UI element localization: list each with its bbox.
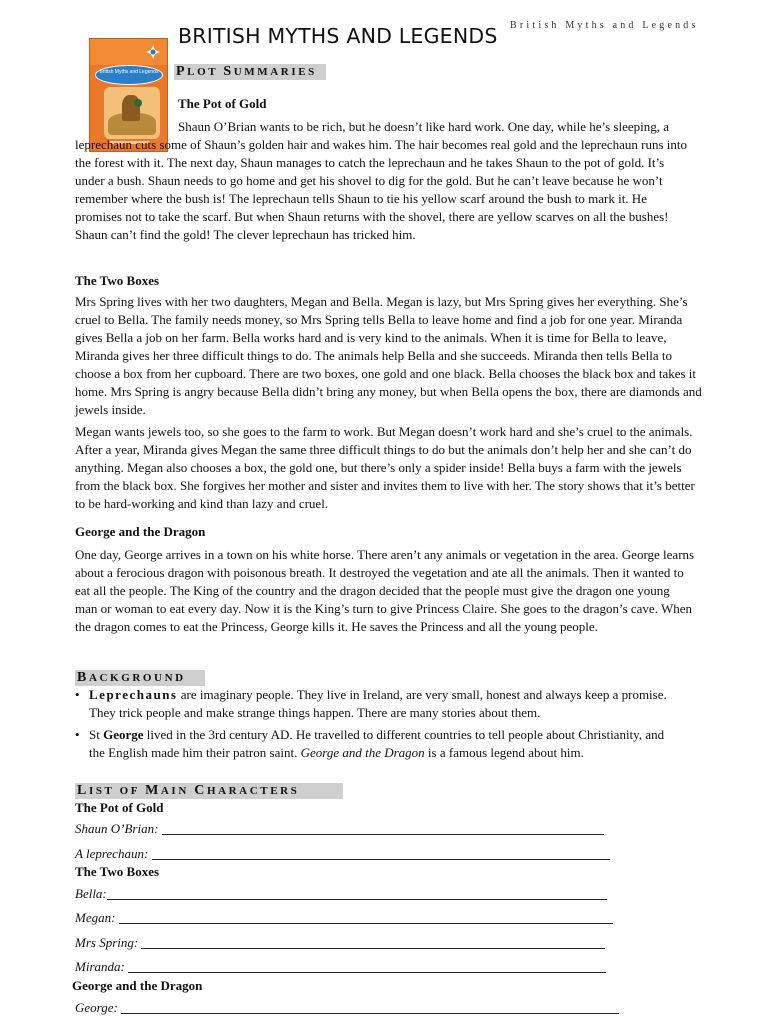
story-title-pot-of-gold: The Pot of Gold: [178, 96, 267, 111]
story-title-two-boxes: The Two Boxes: [75, 273, 160, 288]
publisher-logo-icon: [146, 45, 160, 59]
story-summary-two-boxes: Mrs Spring lives with her two daughters, Megan and Bella. Megan is lazy, but Mrs Spring gives her everything. She’s cruel to Bella. The family needs money, so Mrs Spring tells Bella to leave home and find a job for one year. Miranda gives Bella a job on her farm. Bella works hard and is very kind to the animals. When it is time for Bella to leave, Miranda gives her three difficult things to do. The animals help Bella and she succeeds. Miranda then tells Bella to choose a box from her cupboard. There are two boxes, one gold and one black. Bella chooses the black box and takes it home. Mrs Spring is angry because Bella didn’t bring any money, but when Bella opens the box, there are diamonds and jewels inside. Megan wants jewels too, so she goes to the farm to work. But Megan doesn’t work hard and she’s cruel to the animals. After a year, Miranda gives Megan the same three difficult things to do but the animals don’t help her and she can’t do anything. Megan also chooses a box, the gold one, but there’s only a spider inside! Bella buys a farm with the jewels from the black box. She forgives her mother and sister and invites them to live with her. The story shows that it’s better to be hard-working and kind than lazy and cruel.: [75, 294, 702, 511]
cover-title-text: British Myths and Legends: [99, 69, 159, 75]
characters-group-title-two-boxes: The Two Boxes: [75, 864, 160, 879]
section-heading-plot-summaries: PLOT SUMMARIES: [174, 64, 326, 80]
answer-field[interactable]: [128, 971, 606, 973]
story-title-george-dragon: George and the Dragon: [75, 524, 206, 539]
answer-field[interactable]: [119, 922, 613, 924]
character-answer-line: A leprechaun:: [75, 846, 610, 862]
answer-field[interactable]: [121, 1012, 619, 1014]
character-answer-line: Bella:: [75, 886, 607, 902]
characters-group-title-pot-of-gold: The Pot of Gold: [75, 800, 164, 815]
character-answer-line: George:: [75, 1000, 619, 1016]
character-answer-line: Mrs Spring:: [75, 935, 605, 951]
answer-field[interactable]: [141, 947, 605, 949]
story-summary-pot-of-gold: Shaun O’Brian wants to be rich, but he doesn’t like hard work. One day, while he’s sleeping, a leprechaun cuts some of Shaun’s golden hair and wakes him. The hair becomes real gold and the leprechaun runs into the forest with it. The next day, Shaun manages to catch the leprechaun and he takes Shaun to the pot of gold. It’s under a bush. Shaun needs to go home and get his shovel to dig for the gold. But he can’t leave because he won’t remember where the bush is! The leprechaun tells Shaun to tie his yellow scarf around the bush to mark it. He promises not to take the scarf. But when Shaun returns with the shovel, there are yellow scarves on all the bushes! Shaun can’t find the gold! The clever leprechaun has tricked him.: [75, 119, 688, 242]
character-answer-line: Megan:: [75, 910, 613, 926]
background-item-st-george: • St George lived in the 3rd century AD. He travelled to different countries to tell people about Christianity, and the English made him their patron saint. George and the Dragon is a famous legend about him.: [75, 727, 665, 760]
bullet-icon: •: [75, 687, 80, 702]
character-answer-line: Miranda:: [75, 959, 606, 975]
bullet-icon: •: [75, 727, 80, 742]
answer-field[interactable]: [107, 898, 607, 900]
section-heading-background: BACKGROUND: [75, 670, 205, 686]
story-summary-george-dragon: One day, George arrives in a town on his white horse. There aren’t any animals or vegetation in the area. George learns about a ferocious dragon with poisonous breath. It destroyed the vegetation and ate all the animals. Then it wanted to eat all the people. The King of the country and the dragon decided that the people must give the dragon one young man or woman to eat every day. Now it is the King’s turn to give Princess Claire. She goes to the dragon’s cave. When the dragon comes to eat the Princess, George kills it. He saves the Princess and all the young people.: [75, 547, 695, 634]
characters-group-title-george-dragon: George and the Dragon: [72, 978, 203, 993]
section-heading-main-characters: LIST OF MAIN CHARACTERS: [75, 783, 343, 799]
answer-field[interactable]: [152, 858, 610, 860]
character-answer-line: Shaun O’Brian:: [75, 821, 604, 837]
cover-title-oval: [95, 65, 163, 85]
background-item-leprechauns: • Leprechauns are imaginary people. They live in Ireland, are very small, honest and always keep a promise. They trick people and make strange things happen. There are many stories about them.: [75, 687, 667, 720]
page-title: BRITISH MYTHS AND LEGENDS: [178, 24, 498, 48]
answer-field[interactable]: [162, 833, 604, 835]
running-header: British Myths and Legends: [510, 20, 699, 31]
